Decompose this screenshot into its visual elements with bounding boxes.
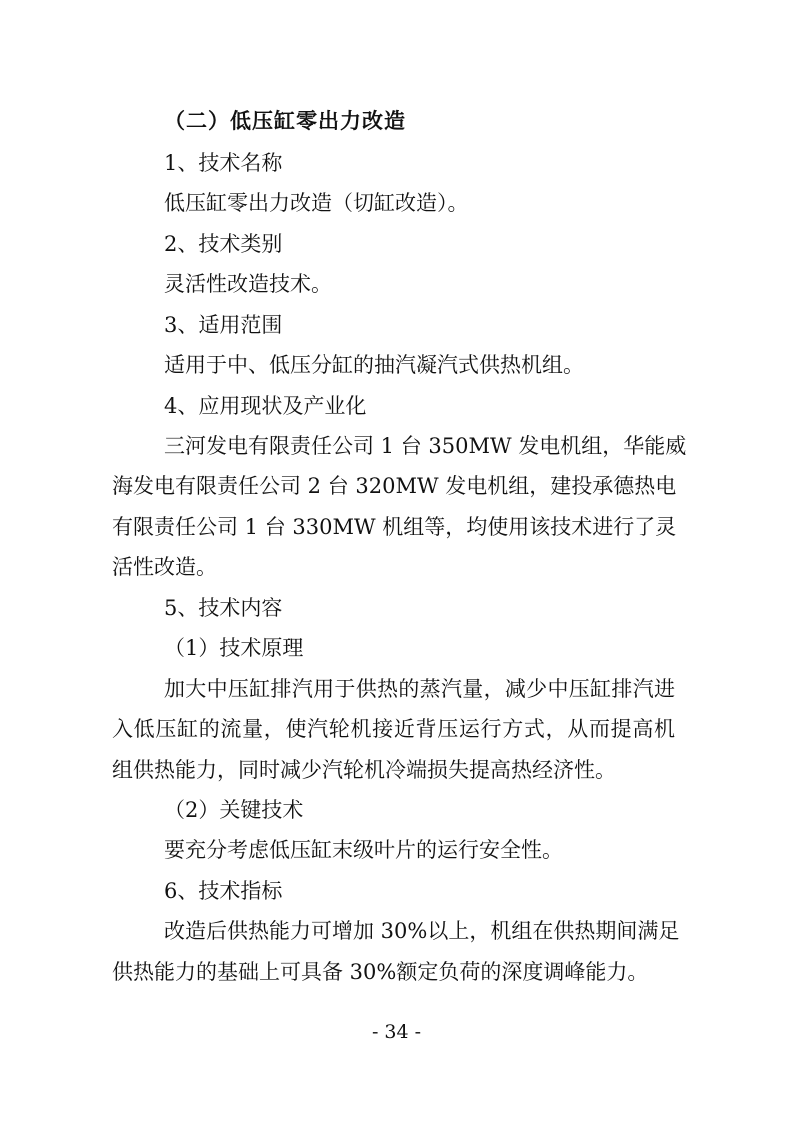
section-4-body-line: 海发电有限责任公司 2 台 320MW 发电机组，建投承德热电 [112,474,677,498]
section-4-body-line: 有限责任公司 1 台 330MW 机组等，均使用该技术进行了灵 [112,515,677,539]
page-number: - 34 - [371,1021,422,1043]
section-heading: （二）低压缸零出力改造 [164,109,406,133]
subsection-5-1-title: （1）技术原理 [164,636,304,660]
section-5-title: 5、技术内容 [164,596,283,620]
section-6-body-line: 供热能力的基础上可具备 30%额定负荷的深度调峰能力。 [112,960,649,984]
section-3-body-line: 适用于中、低压分缸的抽汽凝汽式供热机组。 [164,353,584,377]
section-4-body-line: 活性改造。 [112,555,217,579]
section-1-body-line: 低压缸零出力改造（切缸改造）。 [164,191,469,215]
section-3-title: 3、适用范围 [164,313,283,337]
section-4-title: 4、应用现状及产业化 [164,394,367,418]
section-1-title: 1、技术名称 [164,151,283,175]
subsection-5-1-body-line: 组供热能力，同时减少汽轮机冷端损失提高热经济性。 [112,758,616,782]
subsection-5-2-title: （2）关键技术 [164,798,304,822]
section-2-title: 2、技术类别 [164,232,283,256]
subsection-5-2-body-line: 要充分考虑低压缸末级叶片的运行安全性。 [164,838,563,862]
section-6-body-line: 改造后供热能力可增加 30%以上，机组在供热期间满足 [164,919,680,943]
subsection-5-1-body-line: 加大中压缸排汽用于供热的蒸汽量，减少中压缸排汽进 [164,677,675,701]
subsection-5-1-body-line: 入低压缸的流量，使汽轮机接近背压运行方式，从而提高机 [112,717,675,741]
section-4-body-line: 三河发电有限责任公司 1 台 350MW 发电机组，华能威 [164,434,687,458]
section-6-title: 6、技术指标 [164,879,283,903]
section-2-body-line: 灵活性改造技术。 [164,272,332,296]
